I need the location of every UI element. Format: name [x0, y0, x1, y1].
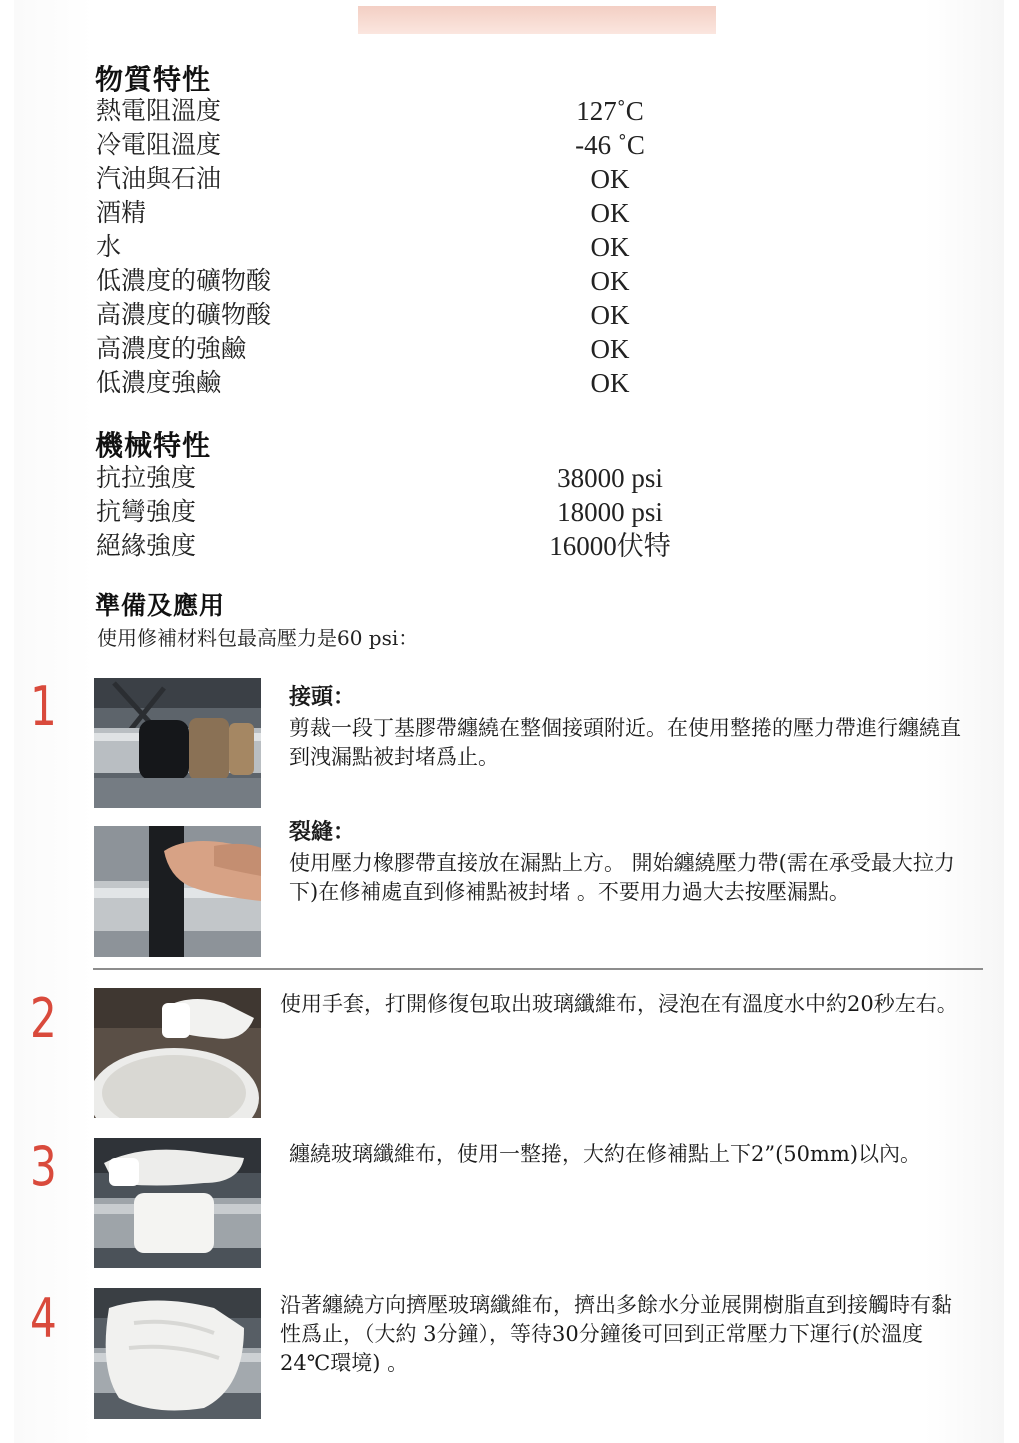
property-value: OK: [590, 300, 630, 330]
property-label: 冷電阻溫度: [96, 130, 222, 159]
step-3-photo: [94, 1138, 261, 1268]
property-label: 低濃度的礦物酸: [96, 266, 272, 295]
step-4-photo: [94, 1288, 261, 1419]
step-2-photo: [94, 988, 261, 1118]
property-value: 16000伏特: [549, 531, 671, 561]
step-1-crack-heading: 裂縫：: [289, 819, 356, 845]
property-value: 18000 psi: [557, 497, 663, 527]
property-value: OK: [590, 334, 630, 364]
property-value: OK: [590, 266, 630, 296]
property-label: 抗拉強度: [96, 463, 197, 492]
step-number-1: 1: [30, 675, 57, 738]
step-2-text: 使用手套，打開修復包取出玻璃纖維布，浸泡在有溫度水中約20秒左右。: [280, 992, 958, 1016]
property-value: -46 ˚C: [575, 130, 645, 160]
property-value: OK: [590, 232, 630, 262]
preparation-title: 準備及應用: [95, 591, 226, 620]
property-label: 高濃度的礦物酸: [96, 300, 272, 329]
property-label: 高濃度的強鹼: [96, 334, 247, 363]
property-value: 38000 psi: [557, 463, 663, 493]
property-label: 熱電阻溫度: [96, 96, 222, 125]
property-value: OK: [590, 198, 630, 228]
step-1-crack-block: [289, 818, 969, 907]
step-number-2: 2: [30, 987, 57, 1050]
property-label: 低濃度強鹼: [96, 368, 222, 397]
section-divider: [93, 968, 983, 970]
property-label: 絕緣強度: [96, 531, 197, 560]
property-value: OK: [590, 368, 630, 398]
step-number-3: 3: [30, 1135, 57, 1198]
property-label: 酒精: [96, 198, 147, 227]
step-4-text: 沿著纏繞方向擠壓玻璃纖維布，擠出多餘水分並展開樹脂直到接觸時有黏性爲止，（大約 3分鐘），等待30分鐘後可回到正常壓力下運行(於溫度24℃環境) 。: [280, 1293, 952, 1375]
material-properties-title: 物質特性: [95, 63, 212, 96]
property-label: 汽油與石油: [96, 164, 222, 193]
property-label: 水: [96, 232, 122, 261]
step-1-crack-photo: [94, 826, 261, 957]
step-1-joint-photo: [94, 678, 261, 808]
step-1-joint-text: 剪裁一段丁基膠帶纏繞在整個接頭附近。在使用整捲的壓力帶進行纏繞直到洩漏點被封堵爲止。: [289, 716, 961, 769]
mechanical-properties-title: 機械特性: [95, 429, 212, 462]
property-label: 抗彎強度: [96, 497, 197, 526]
property-value: OK: [590, 164, 630, 194]
step-1-joint-block: [289, 683, 969, 772]
step-1-crack-text: 使用壓力橡膠帶直接放在漏點上方。 開始纏繞壓力帶(需在承受最大拉力下)在修補處直到修補點被封堵 。不要用力過大去按壓漏點。: [289, 851, 955, 904]
property-value: 127˚C: [576, 96, 644, 126]
step-1-joint-heading: 接頭：: [289, 684, 356, 710]
step-number-4: 4: [30, 1287, 57, 1350]
step-3-text: 纏繞玻璃纖維布，使用一整捲，大約在修補點上下2”(50mm)以內。: [289, 1142, 922, 1166]
preparation-note: 使用修補材料包最高壓力是60 psi：: [97, 626, 419, 650]
header-accent-bar: [358, 6, 716, 34]
